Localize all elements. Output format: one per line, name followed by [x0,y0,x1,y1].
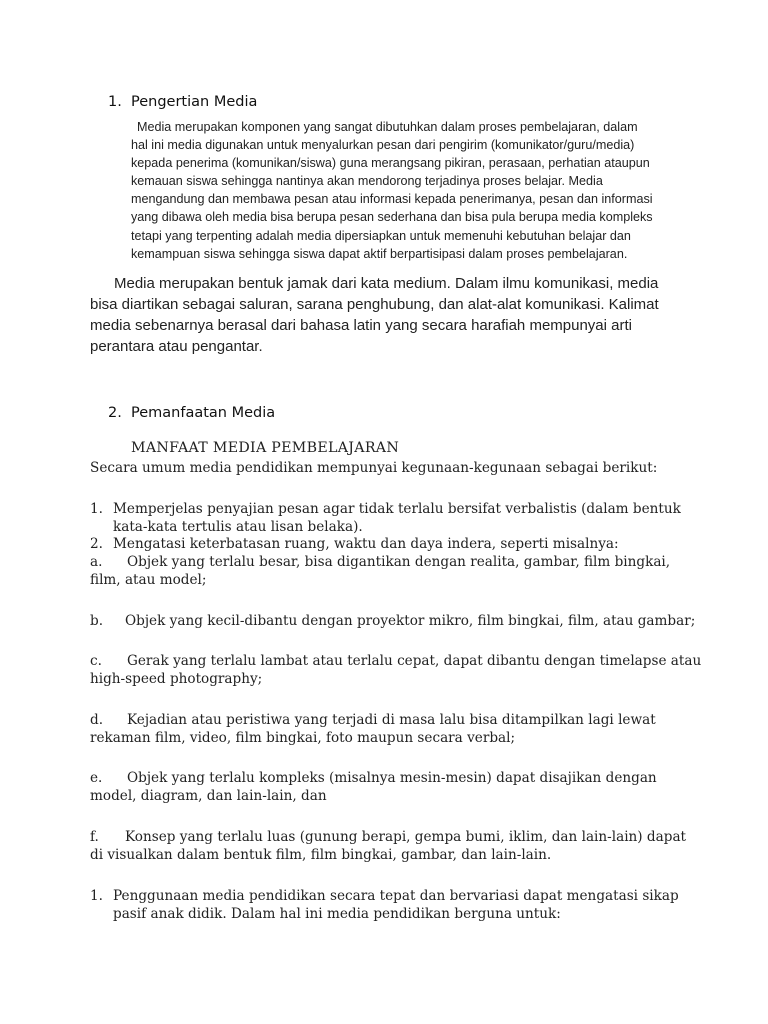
section-title: Pengertian Media [131,94,258,110]
paragraph-line: bisa diartikan sebagai saluran, sarana penghubung, dan alat-alat komunikasi. Kalimat [90,296,659,313]
list-text: di visualkan dalam bentuk film, film bingkai, gambar, dan lain-lain. [90,847,552,863]
section-heading-pengertian-media [108,94,257,110]
list-item [90,887,679,923]
manfaat-intro: Secara umum media pendidikan mempunyai kegunaan-kegunaan sebagai berikut: [90,460,658,476]
list-marker: 1. [90,888,103,904]
paragraph-line: Media merupakan bentuk jamak dari kata medium. Dalam ilmu komunikasi, media [114,275,659,292]
paragraph-line: tetapi yang terpenting adalah media dipersiapkan untuk memenuhi kebutuhan belajar dan [131,228,631,243]
list-text: Gerak yang terlalu lambat atau terlalu cepat, dapat dibantu dengan timelapse atau [127,653,702,669]
list-text: Mengatasi keterbatasan ruang, waktu dan daya indera, seperti misalnya: [113,536,619,552]
paragraph-line: mengandung dan membawa pesan atau informasi kepada penerimanya, pesan dan informasi [131,192,653,207]
sub-list-item [90,553,670,589]
sub-list-item [90,769,657,805]
list-marker: 2. [90,536,103,552]
paragraph-line: yang dibawa oleh media bisa berupa pesan sederhana dan bisa pula berupa media kompleks [131,210,653,225]
list-item-line [90,887,679,905]
list-item-line [90,828,686,846]
list-text: rekaman film, video, film bingkai, foto maupun secara verbal; [90,730,516,746]
section-heading-pemanfaatan-media [108,405,275,421]
list-text: film, atau model; [90,572,207,588]
list-text: Memperjelas penyajian pesan agar tidak terlalu bersifat verbalistis (dalam bentuk [113,501,681,517]
list-text: high-speed photography; [90,671,263,687]
list-item-line [90,769,657,787]
list-marker: f. [90,829,99,845]
list-item [90,535,619,553]
list-item-line [90,652,701,670]
list-item-line [90,711,656,729]
list-marker: c. [90,653,102,669]
list-marker: e. [90,770,103,786]
section-title: Pemanfaatan Media [131,405,276,421]
sub-list-item [90,828,686,864]
list-marker: 1. [90,501,103,517]
list-item-line [90,612,695,630]
list-item-line [90,535,619,553]
list-text: Objek yang terlalu kompleks (misalnya mesin-mesin) dapat disajikan dengan [127,770,657,786]
paragraph-line: media sebenarnya berasal dari bahasa latin yang secara harafiah mempunyai arti [90,317,632,334]
paragraph-line: perantara atau pengantar. [90,338,263,355]
paragraph-line: kemampuan siswa sehingga siswa dapat aktif berpartisipasi dalam proses pembelajaran. [131,246,628,261]
sub-list-item [90,612,695,630]
list-text: pasif anak didik. Dalam hal ini media pendidikan berguna untuk: [113,906,561,922]
sub-list-item [90,711,656,747]
list-text: Objek yang kecil-dibantu dengan proyektor mikro, film bingkai, film, atau gambar; [125,613,696,629]
section-number: 1. [108,94,122,110]
section-number: 2. [108,405,122,421]
paragraph-line: hal ini media digunakan untuk menyalurkan pesan dari pengirim (komunikator/guru/media) [131,138,635,153]
list-text: Kejadian atau peristiwa yang terjadi di masa lalu bisa ditampilkan lagi lewat [127,712,656,728]
definition-paragraph [131,118,653,263]
manfaat-title: MANFAAT MEDIA PEMBELAJARAN [131,440,400,456]
list-text: Penggunaan media pendidikan secara tepat dan bervariasi dapat mengatasi sikap [113,888,679,904]
list-item-line [90,553,670,571]
paragraph-line: kemauan siswa sehingga nantinya akan mendorong terjadinya proses belajar. Media [131,174,603,189]
paragraph-line: kepada penerima (komunikan/siswa) guna merangsang pikiran, perasaan, perhatian ataupun [131,156,650,171]
list-text: kata-kata tertulis atau lisan belaka). [113,519,363,535]
list-text: Konsep yang terlalu luas (gunung berapi, gempa bumi, iklim, dan lain-lain) dapat [125,829,687,845]
paragraph-line: Media merupakan komponen yang sangat dibutuhkan dalam proses pembelajaran, dalam [137,120,638,134]
sub-list-item [90,652,701,688]
list-marker: d. [90,712,104,728]
list-text: Objek yang terlalu besar, bisa digantikan dengan realita, gambar, film bingkai, [127,554,671,570]
list-item-line [90,500,681,518]
list-marker: b. [90,613,104,629]
list-item [90,500,681,536]
list-text: model, diagram, dan lain-lain, dan [90,788,327,804]
medium-paragraph [90,273,659,357]
list-marker: a. [90,554,103,570]
